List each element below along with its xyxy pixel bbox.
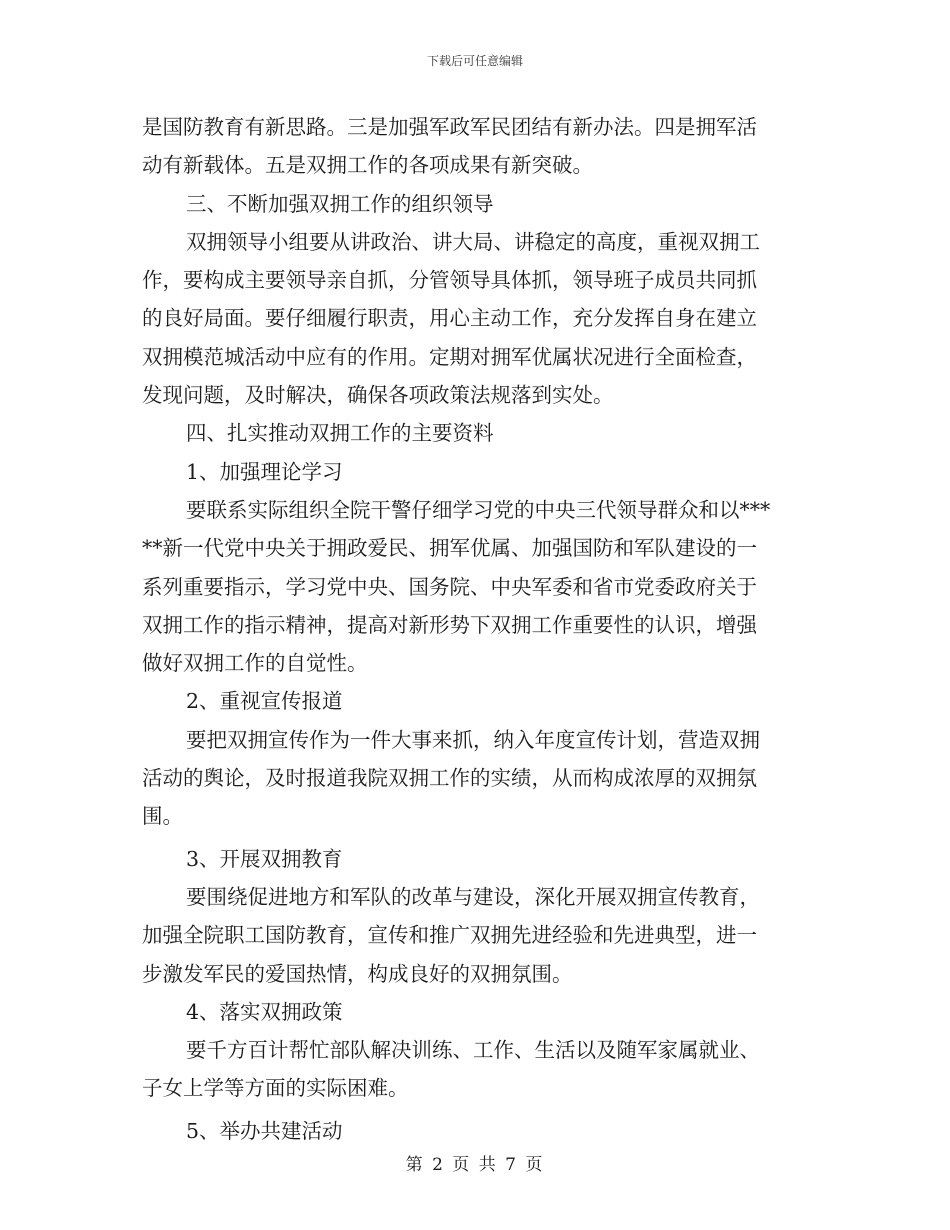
body-line: 做好双拥工作的自觉性。 [142, 651, 368, 676]
body-line: 活动的舆论，及时报道我院双拥工作的实绩，从而构成浓厚的双拥氛 [142, 766, 757, 791]
document-body [142, 108, 810, 1150]
body-line: 动有新载体。五是双拥工作的各项成果有新突破。 [142, 153, 593, 178]
body-line: 步激发军民的爱国热情，构成良好的双拥氛围。 [142, 961, 573, 986]
subsection-heading: 3、开展双拥教育 [186, 846, 343, 871]
section-heading: 四、扎实推动双拥工作的主要资料 [186, 421, 494, 446]
body-line: 要千方百计帮忙部队解决训练、工作、生活以及随军家属就业、 [186, 1038, 760, 1063]
body-line: 要围绕促进地方和军队的改革与建设，深化开展双拥宣传教育， [186, 884, 760, 909]
body-line: 双拥模范城活动中应有的作用。定期对拥军优属状况进行全面检查， [142, 344, 757, 369]
body-line: 发现问题，及时解决，确保各项政策法规落到实处。 [142, 383, 614, 408]
body-line: 要联系实际组织全院干警仔细学习党的中央三代领导群众和以*** [186, 497, 771, 522]
body-line: 加强全院职工国防教育，宣传和推广双拥先进经验和先进典型，进一 [142, 923, 757, 948]
subsection-heading: 4、落实双拥政策 [186, 999, 343, 1024]
body-line: 系列重要指示，学习党中央、国务院、中央军委和省市党委政府关于 [142, 574, 757, 599]
subsection-heading: 5、举办共建活动 [186, 1118, 343, 1143]
body-line: 作，要构成主要领导亲自抓，分管领导具体抓，领导班子成员共同抓 [142, 268, 757, 293]
body-line: 双拥工作的指示精神，提高对新形势下双拥工作重要性的认识，增强 [142, 612, 757, 637]
page-header-note: 下载后可任意编辑 [426, 54, 523, 68]
body-line: 是国防教育有新思路。三是加强军政军民团结有新办法。四是拥军活 [142, 115, 757, 139]
section-heading: 三、不断加强双拥工作的组织领导 [186, 191, 494, 216]
subsection-heading: 2、重视宣传报道 [186, 689, 343, 714]
body-line: 围。 [142, 804, 183, 829]
page-number: 第 2 页 共 7 页 [405, 1155, 545, 1175]
subsection-heading: 1、加强理论学习 [186, 459, 343, 484]
body-line: 的良好局面。要仔细履行职责，用心主动工作，充分发挥自身在建立 [142, 306, 757, 331]
body-line: 子女上学等方面的实际困难。 [142, 1076, 409, 1101]
body-line: 双拥领导小组要从讲政治、讲大局、讲稳定的高度，重视双拥工 [186, 229, 760, 254]
body-line: **新一代党中央关于拥政爱民、拥军优属、加强国防和军队建设的一 [142, 536, 757, 561]
body-line: 要把双拥宣传作为一件大事来抓，纳入年度宣传计划，营造双拥 [186, 727, 760, 752]
